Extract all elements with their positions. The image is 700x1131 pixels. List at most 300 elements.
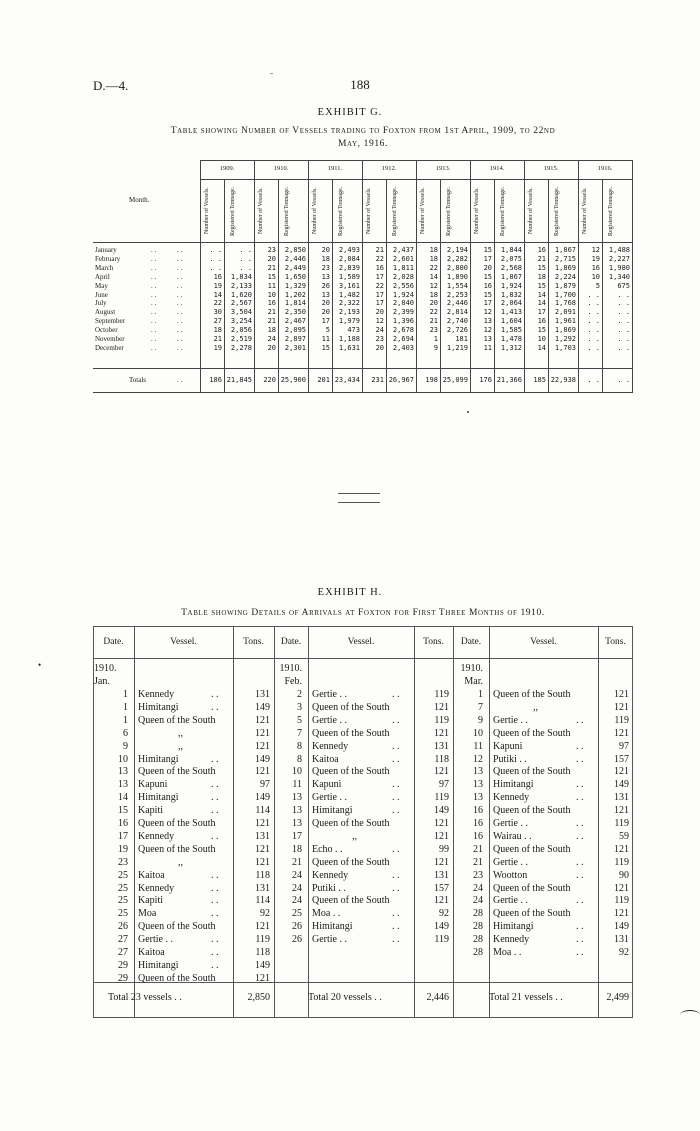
tonnage-value: 121 bbox=[434, 895, 449, 907]
vessel-name: Himitangi bbox=[493, 921, 534, 933]
table-rule bbox=[578, 160, 579, 392]
year-header: 1915. bbox=[543, 165, 559, 172]
arrival-date: 2 bbox=[297, 689, 302, 700]
tonnage-value: 121 bbox=[255, 818, 270, 829]
tonnage-cell: 3,504 bbox=[230, 308, 252, 317]
vessel-dots: . . bbox=[392, 882, 400, 894]
month-dots: . . bbox=[177, 246, 183, 254]
group-month: Mar. bbox=[464, 676, 483, 688]
vessel-header: Vessel. bbox=[530, 637, 557, 647]
tonnage-value: 99 bbox=[439, 843, 449, 855]
vessel-name: ,, bbox=[178, 727, 183, 739]
tonnage-cell: 1,924 bbox=[500, 281, 522, 290]
vessel-name: Gertie . . bbox=[493, 714, 528, 726]
tonnage-value: 121 bbox=[434, 727, 449, 739]
month-dots: . . bbox=[177, 335, 183, 343]
vessel-count-cell: 20 bbox=[429, 299, 438, 308]
totals-cell: 23,434 bbox=[334, 376, 360, 384]
vessel-dots: . . bbox=[392, 740, 400, 752]
table-rule bbox=[200, 160, 201, 392]
tonnage-cell: 2,028 bbox=[392, 272, 414, 281]
tonnage-cell: 2,601 bbox=[392, 254, 414, 263]
vessel-count-cell: 16 bbox=[483, 281, 492, 290]
month-label: July bbox=[95, 299, 107, 308]
tonnage-cell: 2,694 bbox=[392, 335, 414, 343]
exhibit-h-subtitle: Table showing Details of Arrivals at Foxton for First Three Months of 1910. bbox=[181, 608, 545, 618]
separator-rule bbox=[338, 493, 380, 494]
tonnage-value: 149 bbox=[434, 805, 449, 817]
vessel-name: ,, bbox=[352, 830, 357, 842]
arrival-date: 7 bbox=[297, 727, 302, 739]
tonnage-cell: 1,979 bbox=[338, 317, 360, 326]
vessel-name: Kapiti bbox=[138, 805, 163, 817]
tonnage-cell: 2,227 bbox=[608, 254, 630, 263]
vessel-count-cell: 30 bbox=[213, 308, 222, 317]
tonnage-cell: 2,133 bbox=[230, 281, 252, 290]
tonnage-cell: 1,869 bbox=[554, 326, 576, 335]
tonnage-cell: 2,814 bbox=[446, 308, 468, 317]
arrival-date: 28 bbox=[473, 947, 483, 958]
tonnage-value: 119 bbox=[614, 714, 629, 726]
month-dots: . . bbox=[177, 308, 183, 317]
vessel-name: Kennedy bbox=[493, 792, 530, 804]
vessel-count-cell: 22 bbox=[213, 299, 222, 308]
tonnage-cell: 1,834 bbox=[230, 272, 252, 281]
vessel-count-cell: 1 bbox=[433, 335, 438, 343]
arrival-date: 27 bbox=[118, 934, 128, 946]
vessel-count-cell: 11 bbox=[321, 335, 330, 343]
vessel-dots: . . bbox=[392, 792, 400, 804]
tonnage-header: Registered Tonnage. bbox=[392, 186, 398, 236]
vessel-count-cell: 15 bbox=[483, 290, 492, 299]
group-year: 1910. bbox=[279, 663, 302, 675]
tonnage-cell: 2,715 bbox=[554, 254, 576, 263]
vessel-count-cell: 17 bbox=[483, 254, 492, 263]
vessel-name: Wootton bbox=[493, 869, 528, 881]
vessel-name: Himitangi bbox=[493, 779, 534, 791]
tonnage-cell: 2,740 bbox=[446, 317, 468, 326]
vessel-name: Gertie . . bbox=[312, 689, 347, 700]
totals-dots: . . bbox=[177, 376, 183, 384]
tonnage-cell: 1,924 bbox=[392, 290, 414, 299]
tonnage-value: 90 bbox=[619, 869, 629, 881]
tonnage-cell: 1,478 bbox=[500, 335, 522, 343]
tonnage-cell: 1,631 bbox=[338, 343, 360, 352]
year-header: 1909. bbox=[219, 165, 235, 172]
vessel-count-cell: 15 bbox=[267, 272, 276, 281]
tonnage-cell: 2,253 bbox=[446, 290, 468, 299]
vessel-name: Gertie . . bbox=[493, 818, 528, 829]
tonnage-cell: 2,194 bbox=[446, 246, 468, 254]
tonnage-value: 149 bbox=[614, 779, 629, 791]
table-rule bbox=[632, 626, 633, 1018]
vessel-dots: . . bbox=[576, 714, 584, 726]
vessel-dots: . . bbox=[211, 934, 219, 946]
tonnage-cell: 3,254 bbox=[230, 317, 252, 326]
vessel-name: Queen of the South bbox=[493, 766, 571, 778]
vessel-count-cell: 5 bbox=[595, 281, 600, 290]
vessel-count-cell: 21 bbox=[267, 317, 276, 326]
arrival-date: 1 bbox=[478, 689, 483, 700]
arrival-date: 19 bbox=[118, 843, 128, 855]
tonnage-cell: 1,869 bbox=[554, 263, 576, 272]
vessel-count-cell: 16 bbox=[537, 317, 546, 326]
arrival-date: 10 bbox=[292, 766, 302, 778]
tonnage-value: 118 bbox=[255, 869, 270, 881]
month-dots: . . bbox=[177, 281, 183, 290]
arrival-date: 8 bbox=[297, 753, 302, 765]
month-dots: . . bbox=[177, 326, 183, 335]
vessel-count-cell: 12 bbox=[591, 246, 600, 254]
arrival-date: 16 bbox=[473, 805, 483, 817]
tonnage-value: 121 bbox=[255, 727, 270, 739]
vessels-count-header: Number of Vessels. bbox=[366, 187, 372, 235]
tonnage-value: 92 bbox=[260, 908, 270, 920]
table-rule bbox=[93, 242, 633, 243]
tonnage-cell: . . bbox=[617, 290, 630, 299]
tonnage-cell: 1,488 bbox=[608, 246, 630, 254]
vessel-dots: . . bbox=[211, 689, 219, 700]
totals-cell: 198 bbox=[425, 376, 438, 384]
tonnage-cell: 1,396 bbox=[392, 317, 414, 326]
vessel-count-cell: 17 bbox=[537, 308, 546, 317]
vessel-count-cell: 10 bbox=[537, 335, 546, 343]
vessel-name: Queen of the South bbox=[493, 805, 571, 817]
tonnage-value: 92 bbox=[619, 947, 629, 958]
tonnage-value: 121 bbox=[614, 689, 629, 700]
tonnage-value: 149 bbox=[255, 753, 270, 765]
vessel-dots: . . bbox=[576, 792, 584, 804]
vessel-count-cell: 21 bbox=[267, 263, 276, 272]
table-rule bbox=[308, 626, 309, 1018]
arrival-date: 1 bbox=[123, 689, 128, 700]
vessels-count-header: Number of Vessels. bbox=[420, 187, 426, 235]
tonnage-value: 119 bbox=[434, 714, 449, 726]
vessel-name: Kapuni bbox=[312, 779, 342, 791]
year-header: 1914. bbox=[489, 165, 505, 172]
vessel-name: Queen of the South bbox=[138, 714, 216, 726]
vessel-dots: . . bbox=[211, 753, 219, 765]
vessel-count-cell: . . bbox=[587, 335, 600, 343]
vessel-count-cell: 20 bbox=[483, 263, 492, 272]
tonnage-header: Registered Tonnage. bbox=[446, 186, 452, 236]
margin-mark-left: • bbox=[38, 660, 42, 670]
tonnage-value: 114 bbox=[255, 895, 270, 907]
tonnage-cell: 2,493 bbox=[338, 246, 360, 254]
vessel-count-cell: 13 bbox=[483, 335, 492, 343]
tonnage-cell: 1,589 bbox=[338, 272, 360, 281]
vessel-count-cell: . . bbox=[209, 246, 222, 254]
month-column-header: Month. bbox=[129, 196, 150, 204]
tonnage-cell: 2,568 bbox=[500, 263, 522, 272]
tonnage-cell: 1,554 bbox=[446, 281, 468, 290]
tonnage-value: 131 bbox=[434, 869, 449, 881]
vessel-dots: . . bbox=[211, 779, 219, 791]
totals-cell: 25,099 bbox=[442, 376, 468, 384]
tonnage-value: 121 bbox=[614, 882, 629, 894]
arrival-date: 28 bbox=[473, 908, 483, 920]
vessel-dots: . . bbox=[576, 779, 584, 791]
arrival-date: 6 bbox=[123, 727, 128, 739]
vessel-count-cell: 14 bbox=[429, 272, 438, 281]
vessel-name: ,, bbox=[178, 740, 183, 752]
table-rule bbox=[308, 160, 309, 392]
tonnage-value: 121 bbox=[255, 740, 270, 752]
tonnage-value: 121 bbox=[614, 727, 629, 739]
month-label: September bbox=[95, 317, 125, 326]
tonnage-header: Registered Tonnage. bbox=[554, 186, 560, 236]
year-header: 1916. bbox=[597, 165, 613, 172]
arrival-date: 26 bbox=[118, 921, 128, 933]
vessel-count-cell: . . bbox=[587, 317, 600, 326]
exhibit-g-subtitle-line2: May, 1916. bbox=[337, 139, 389, 149]
tonnage-cell: . . bbox=[617, 326, 630, 335]
tonnage-cell: . . bbox=[617, 343, 630, 352]
vessel-count-cell: 17 bbox=[375, 290, 384, 299]
tonnage-cell: 473 bbox=[347, 326, 360, 335]
vessel-count-cell: 24 bbox=[375, 326, 384, 335]
vessel-name: Kennedy bbox=[138, 830, 175, 842]
arrival-date: 9 bbox=[123, 740, 128, 752]
vessel-count-cell: 12 bbox=[429, 281, 438, 290]
tonnage-value: 121 bbox=[614, 766, 629, 778]
tonnage-cell: 2,467 bbox=[284, 317, 306, 326]
vessels-count-header: Number of Vessels. bbox=[312, 187, 318, 235]
group-total-value: 2,850 bbox=[247, 992, 270, 1003]
table-rule bbox=[93, 658, 633, 659]
tonnage-header: Registered Tonnage. bbox=[284, 186, 290, 236]
tonnage-cell: 2,056 bbox=[230, 326, 252, 335]
tonnage-cell: 675 bbox=[617, 281, 630, 290]
group-total-label: Total 20 vessels . . bbox=[308, 992, 382, 1003]
month-dots: . . bbox=[151, 254, 157, 263]
tonnage-header: Registered Tonnage. bbox=[500, 186, 506, 236]
month-label: October bbox=[95, 326, 118, 335]
table-rule bbox=[489, 626, 490, 1018]
tonnage-cell: . . bbox=[617, 299, 630, 308]
vessel-count-cell: . . bbox=[587, 308, 600, 317]
tonnage-value: 157 bbox=[614, 753, 629, 765]
vessel-count-cell: 16 bbox=[591, 263, 600, 272]
vessel-dots: . . bbox=[576, 869, 584, 881]
tonnage-cell: 1,700 bbox=[554, 290, 576, 299]
tonnage-value: 121 bbox=[434, 701, 449, 713]
vessel-header: Vessel. bbox=[347, 637, 375, 647]
stray-dot bbox=[467, 411, 469, 413]
year-header: 1910. bbox=[273, 165, 289, 172]
vessel-dots: . . bbox=[211, 895, 219, 907]
tonnage-cell: 2,726 bbox=[446, 326, 468, 335]
vessel-count-cell: 13 bbox=[483, 317, 492, 326]
tonnage-cell: . . bbox=[617, 308, 630, 317]
tonnage-cell: 1,961 bbox=[554, 317, 576, 326]
vessel-dots: . . bbox=[392, 779, 400, 791]
margin-mark-right bbox=[680, 1010, 700, 1020]
vessel-name: Kapuni bbox=[138, 779, 168, 791]
tonnage-value: 131 bbox=[614, 934, 629, 946]
tonnage-value: 119 bbox=[614, 818, 629, 829]
month-label: November bbox=[95, 335, 125, 343]
vessel-count-cell: 20 bbox=[321, 246, 330, 254]
tonnage-cell: 1,292 bbox=[554, 335, 576, 343]
arrival-date: 13 bbox=[473, 779, 483, 791]
vessel-name: Echo . . bbox=[312, 843, 343, 855]
vessel-name: Himitangi bbox=[138, 753, 179, 765]
vessel-count-cell: 18 bbox=[321, 254, 330, 263]
month-label: December bbox=[95, 343, 124, 352]
tonnage-cell: 1,867 bbox=[554, 246, 576, 254]
arrival-date: 21 bbox=[292, 856, 302, 868]
tonnage-cell: 2,040 bbox=[392, 299, 414, 308]
month-dots: . . bbox=[177, 272, 183, 281]
totals-cell: . . bbox=[587, 376, 600, 384]
tonnage-value: 114 bbox=[255, 805, 270, 817]
tonnage-cell: 2,278 bbox=[230, 343, 252, 352]
vessel-name: Queen of the South bbox=[493, 689, 571, 700]
table-rule bbox=[134, 626, 135, 1018]
table-rule bbox=[524, 160, 525, 392]
vessel-count-cell: 21 bbox=[429, 317, 438, 326]
vessel-count-cell: . . bbox=[587, 343, 600, 352]
tonnage-cell: 1,650 bbox=[284, 272, 306, 281]
vessel-count-cell: 14 bbox=[537, 299, 546, 308]
arrival-date: 8 bbox=[297, 740, 302, 752]
date-header: Date. bbox=[460, 637, 482, 647]
tonnage-value: 121 bbox=[614, 843, 629, 855]
tonnage-value: 59 bbox=[619, 830, 629, 842]
vessel-dots: . . bbox=[392, 921, 400, 933]
arrival-date: 26 bbox=[292, 921, 302, 933]
tonnage-cell: 1,188 bbox=[338, 335, 360, 343]
tonnage-value: 119 bbox=[255, 934, 270, 946]
tonnage-cell: 2,322 bbox=[338, 299, 360, 308]
group-year: 1910. bbox=[460, 663, 483, 675]
totals-cell: 201 bbox=[317, 376, 330, 384]
vessel-dots: . . bbox=[211, 830, 219, 842]
arrival-date: 23 bbox=[118, 856, 128, 868]
tonnage-cell: 1,312 bbox=[500, 343, 522, 352]
vessel-count-cell: 14 bbox=[537, 290, 546, 299]
tons-header: Tons. bbox=[243, 637, 264, 647]
tonnage-value: 121 bbox=[255, 856, 270, 868]
tonnage-cell: 2,800 bbox=[446, 263, 468, 272]
arrival-date: 27 bbox=[118, 947, 128, 958]
vessel-name: Gertie . . bbox=[312, 714, 347, 726]
tonnage-value: 131 bbox=[255, 689, 270, 700]
arrival-date: 25 bbox=[118, 882, 128, 894]
vessels-count-header: Number of Vessels. bbox=[258, 187, 264, 235]
tonnage-cell: 2,446 bbox=[446, 299, 468, 308]
tonnage-cell: 1,814 bbox=[284, 299, 306, 308]
vessel-count-cell: 20 bbox=[267, 254, 276, 263]
arrival-date: 18 bbox=[292, 843, 302, 855]
vessel-dots: . . bbox=[211, 882, 219, 894]
totals-cell: 26,967 bbox=[388, 376, 414, 384]
vessel-dots: . . bbox=[576, 934, 584, 946]
vessel-dots: . . bbox=[211, 792, 219, 804]
vessel-name: Gertie . . bbox=[312, 934, 347, 946]
arrival-date: 21 bbox=[473, 856, 483, 868]
vessel-name: Himitangi bbox=[312, 805, 353, 817]
date-header: Date. bbox=[103, 637, 124, 647]
arrival-date: 26 bbox=[292, 934, 302, 946]
tonnage-value: 149 bbox=[255, 701, 270, 713]
vessel-name: Moa bbox=[138, 908, 157, 920]
tonnage-value: 157 bbox=[434, 882, 449, 894]
tonnage-value: 121 bbox=[255, 843, 270, 855]
vessel-name: Queen of the South bbox=[312, 727, 390, 739]
vessel-count-cell: 23 bbox=[375, 335, 384, 343]
tonnage-value: 97 bbox=[260, 779, 270, 791]
tonnage-value: 121 bbox=[255, 714, 270, 726]
arrival-date: 9 bbox=[478, 714, 483, 726]
vessel-name: Himitangi bbox=[138, 792, 179, 804]
vessel-count-cell: 16 bbox=[537, 246, 546, 254]
totals-cell: . . bbox=[617, 376, 630, 384]
group-total-label: Total 23 vessels . . bbox=[108, 992, 182, 1003]
arrival-date: 16 bbox=[473, 818, 483, 829]
separator-rule bbox=[338, 502, 380, 503]
tonnage-cell: 2,301 bbox=[284, 343, 306, 352]
arrival-date: 28 bbox=[473, 934, 483, 946]
vessel-dots: . . bbox=[211, 701, 219, 713]
vessel-count-cell: 18 bbox=[213, 326, 222, 335]
vessel-count-cell: 13 bbox=[321, 290, 330, 299]
tonnage-cell: 2,350 bbox=[284, 308, 306, 317]
vessel-dots: . . bbox=[576, 753, 584, 765]
table-rule bbox=[93, 1017, 633, 1018]
arrival-date: 13 bbox=[118, 766, 128, 778]
tonnage-value: 121 bbox=[255, 766, 270, 778]
arrival-date: 25 bbox=[118, 895, 128, 907]
vessel-count-cell: 22 bbox=[375, 254, 384, 263]
vessel-count-cell: 20 bbox=[267, 343, 276, 352]
vessel-dots: . . bbox=[392, 934, 400, 946]
month-dots: . . bbox=[151, 281, 157, 290]
month-dots: . . bbox=[151, 290, 157, 299]
arrival-date: 1 bbox=[123, 701, 128, 713]
vessel-name: Kaitoa bbox=[138, 947, 165, 958]
vessel-dots: . . bbox=[392, 805, 400, 817]
tonnage-cell: 1,844 bbox=[500, 246, 522, 254]
tonnage-cell: 1,219 bbox=[446, 343, 468, 352]
month-dots: . . bbox=[151, 335, 157, 343]
month-dots: . . bbox=[151, 317, 157, 326]
vessel-name: Queen of the South bbox=[312, 701, 390, 713]
vessel-name: Kaitoa bbox=[138, 869, 165, 881]
table-rule bbox=[254, 160, 255, 392]
arrival-date: 24 bbox=[473, 895, 483, 907]
vessel-name: Kennedy bbox=[493, 934, 530, 946]
vessel-name: Gertie . . bbox=[493, 895, 528, 907]
arrival-date: 16 bbox=[118, 818, 128, 829]
totals-cell: 185 bbox=[533, 376, 546, 384]
arrival-date: 11 bbox=[292, 779, 302, 791]
vessel-count-cell: 27 bbox=[213, 317, 222, 326]
vessel-name: Gertie . . bbox=[312, 792, 347, 804]
vessel-dots: . . bbox=[211, 805, 219, 817]
vessel-dots: . . bbox=[576, 947, 584, 958]
tonnage-cell: 2,678 bbox=[392, 326, 414, 335]
vessel-name: Queen of the South bbox=[493, 727, 571, 739]
vessel-count-cell: 13 bbox=[321, 272, 330, 281]
month-label: April bbox=[95, 272, 110, 281]
vessel-count-cell: 5 bbox=[325, 326, 330, 335]
tonnage-cell: 2,095 bbox=[284, 326, 306, 335]
vessel-name: Queen of the South bbox=[493, 843, 571, 855]
tonnage-cell: 2,897 bbox=[284, 335, 306, 343]
tonnage-cell: 2,399 bbox=[392, 308, 414, 317]
